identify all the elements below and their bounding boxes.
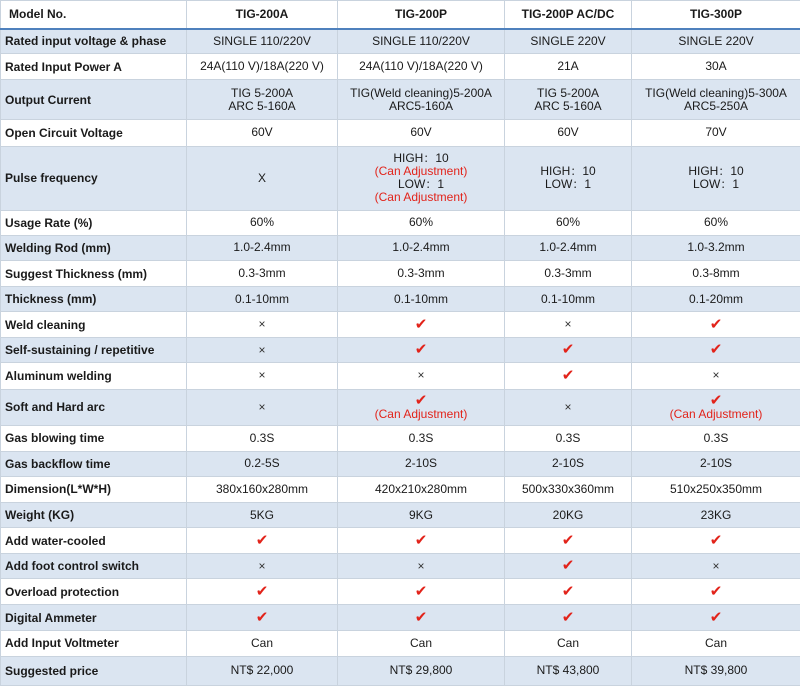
cell-text: 0.1-10mm [393,291,449,306]
cell-text: 2-10S [699,456,733,471]
cell-text: 0.3S [249,430,275,445]
spec-cell [505,287,632,312]
cell-text: 60% [703,215,729,230]
cell-text: HIGH：10 [393,151,449,166]
cell-text: 0.1-20mm [688,291,744,306]
spec-cell [187,261,338,287]
cell-text: TIG(Weld cleaning)5-300A [645,85,787,100]
spec-cell [632,656,800,685]
cell-text: 60V [410,125,432,140]
spec-cell [632,389,800,425]
table-row [1,54,800,80]
cell-text: Can [409,635,432,650]
cell-text: 5KG [249,507,274,522]
header-tig-200a: TIG-200A [187,1,338,29]
spec-cell [187,451,338,476]
check-icon: ✔ [414,341,428,359]
spec-cell [187,503,338,528]
spec-cell [632,338,800,363]
spec-cell [632,476,800,502]
spec-cell [505,80,632,120]
cross-icon: × [258,342,266,357]
cell-text: 20KG [552,507,584,522]
table-row [1,503,800,528]
spec-body [1,29,800,686]
check-icon: ✔ [414,608,428,626]
spec-cell [505,476,632,502]
check-icon: ✔ [561,531,575,549]
spec-cell [505,528,632,554]
check-icon: ✔ [414,315,428,333]
table-row [1,338,800,363]
row-label: Self-sustaining / repetitive [1,338,187,363]
row-label: Overload protection [1,579,187,605]
check-icon: ✔ [255,582,269,600]
check-icon: ✔ [255,608,269,626]
row-label: Aluminum welding [1,363,187,389]
spec-cell [505,554,632,579]
spec-cell [338,338,505,363]
table-row [1,554,800,579]
table-row [1,605,800,630]
spec-cell [632,451,800,476]
cell-text: 0.3S [555,430,581,445]
cell-text: 1.0-2.4mm [233,240,291,255]
spec-cell [187,630,338,656]
cell-text: Can [250,635,273,650]
cell-text: Can [556,635,579,650]
spec-cell [338,287,505,312]
header-tig-300p: TIG-300P [632,1,800,29]
row-label: Usage Rate (%) [1,210,187,235]
table-row [1,287,800,312]
check-icon: ✔ [709,315,723,333]
cross-icon: × [258,558,266,573]
spec-cell [505,261,632,287]
spec-cell [338,451,505,476]
cell-text: 0.3-3mm [397,266,445,281]
spec-cell [505,29,632,54]
spec-cell [187,54,338,80]
check-icon: ✔ [561,608,575,626]
cell-text: ARC 5-160A [534,98,602,113]
spec-cell [338,389,505,425]
cell-text: 420x210x280mm [374,481,468,496]
cross-icon: × [712,558,720,573]
spec-cell [338,425,505,451]
spec-cell [338,210,505,235]
spec-cell [187,425,338,451]
table-row [1,476,800,502]
table-row [1,528,800,554]
table-row [1,261,800,287]
cell-text: 60% [249,215,275,230]
spec-cell [632,363,800,389]
spec-cell [338,261,505,287]
cell-text: 24A(110 V)/18A(220 V) [359,59,483,74]
cross-icon: × [258,399,266,414]
row-label: Rated Input Power A [1,54,187,80]
cell-text: ARC 5-160A [228,98,296,113]
cell-text: HIGH：10 [540,164,596,179]
spec-cell [338,312,505,338]
spec-cell [187,210,338,235]
cross-icon: × [258,368,266,383]
cell-text: HIGH：10 [688,164,744,179]
cell-text: 60V [251,125,273,140]
row-label: Pulse frequency [1,146,187,210]
cell-text: NT$ 43,800 [536,663,600,678]
spec-cell [632,554,800,579]
spec-cell [187,605,338,630]
spec-cell [505,120,632,146]
header-row [1,1,800,29]
header-model: Model No. [1,1,187,29]
table-row [1,312,800,338]
cell-text: TIG 5-200A [536,85,600,100]
cell-text: 1.0-2.4mm [392,240,450,255]
spec-cell [505,338,632,363]
table-row [1,425,800,451]
table-row [1,120,800,146]
table-row [1,29,800,54]
cell-text: LOW：1 [692,177,739,192]
spec-cell [505,656,632,685]
cell-text: 9KG [408,507,433,522]
cell-text: 60V [557,125,579,140]
cell-text: 23KG [700,507,732,522]
check-icon: ✔ [414,531,428,549]
cross-icon: × [417,558,425,573]
cell-text: 2-10S [551,456,585,471]
row-label: Soft and Hard arc [1,389,187,425]
check-icon: ✔ [709,391,723,409]
spec-cell [632,425,800,451]
cell-text: 0.3-3mm [544,266,592,281]
spec-cell [632,120,800,146]
spec-cell [632,605,800,630]
spec-cell [338,235,505,260]
cross-icon: × [564,399,572,414]
spec-cell [338,503,505,528]
spec-cell [505,425,632,451]
row-label: Thickness (mm) [1,287,187,312]
spec-cell [632,261,800,287]
spec-cell [187,389,338,425]
cell-text: SINGLE 220V [530,33,606,48]
spec-cell [187,235,338,260]
spec-cell [338,630,505,656]
cell-text: NT$ 39,800 [684,663,748,678]
cell-text: 510x250x350mm [669,481,763,496]
cell-text: LOW：1 [544,177,591,192]
spec-cell [632,80,800,120]
header-tig-200p-acdc: TIG-200P AC/DC [505,1,632,29]
spec-cell [632,235,800,260]
cross-icon: × [417,368,425,383]
row-label: Weight (KG) [1,503,187,528]
cell-text: X [257,170,266,185]
spec-cell [632,54,800,80]
cell-text: TIG 5-200A [230,85,294,100]
adjustment-note: (Can Adjustment) [669,406,763,421]
cell-text: 60% [555,215,581,230]
cell-text: 70V [705,125,727,140]
cell-text: 0.1-10mm [234,291,290,306]
spec-cell [505,363,632,389]
row-label: Output Current [1,80,187,120]
cross-icon: × [564,317,572,332]
row-label: Gas blowing time [1,425,187,451]
spec-cell [632,503,800,528]
row-label: Suggested price [1,656,187,685]
check-icon: ✔ [561,366,575,384]
spec-cell [338,120,505,146]
check-icon: ✔ [709,608,723,626]
adjustment-note: (Can Adjustment) [374,190,468,205]
cell-text: SINGLE 110/220V [213,33,311,48]
spec-cell [505,146,632,210]
table-row [1,451,800,476]
row-label: Gas backflow time [1,451,187,476]
spec-cell [187,287,338,312]
spec-cell [505,451,632,476]
spec-cell [505,235,632,260]
table-row [1,389,800,425]
check-icon: ✔ [561,557,575,575]
spec-cell [505,503,632,528]
spec-cell [505,312,632,338]
spec-cell [632,528,800,554]
row-label: Open Circuit Voltage [1,120,187,146]
spec-cell [632,146,800,210]
spec-cell [187,146,338,210]
spec-cell [187,312,338,338]
cell-text: Can [704,635,727,650]
spec-cell [187,579,338,605]
spec-cell [187,363,338,389]
spec-cell [338,29,505,54]
spec-cell [632,210,800,235]
spec-cell [187,338,338,363]
cell-text: 21A [557,59,579,74]
cell-text: ARC5-160A [388,98,454,113]
cell-text: 0.1-10mm [540,291,596,306]
spec-cell [505,54,632,80]
cell-text: 380x160x280mm [215,481,309,496]
table-row [1,80,800,120]
spec-cell [338,605,505,630]
cell-text: 2-10S [404,456,438,471]
cell-text: SINGLE 110/220V [372,33,470,48]
row-label: Suggest Thickness (mm) [1,261,187,287]
spec-cell [632,29,800,54]
check-icon: ✔ [561,582,575,600]
check-icon: ✔ [255,531,269,549]
check-icon: ✔ [709,582,723,600]
table-row [1,235,800,260]
check-icon: ✔ [709,341,723,359]
spec-cell [187,528,338,554]
spec-cell [632,287,800,312]
cell-text: 0.3-8mm [692,266,740,281]
spec-cell [187,80,338,120]
row-label: Digital Ammeter [1,605,187,630]
spec-cell [505,389,632,425]
row-label: Weld cleaning [1,312,187,338]
spec-cell [632,579,800,605]
spec-cell [338,80,505,120]
spec-cell [187,554,338,579]
check-icon: ✔ [414,582,428,600]
check-icon: ✔ [561,341,575,359]
table-row [1,579,800,605]
cell-text: SINGLE 220V [678,33,754,48]
cell-text: 24A(110 V)/18A(220 V) [200,59,324,74]
spec-cell [338,579,505,605]
spec-cell [505,605,632,630]
spec-cell [505,210,632,235]
spec-cell [632,312,800,338]
spec-cell [338,54,505,80]
cell-text: ARC5-250A [683,98,749,113]
row-label: Add foot control switch [1,554,187,579]
cell-text: NT$ 22,000 [230,663,294,678]
cell-text: 0.2-5S [244,456,280,471]
cell-text: 1.0-3.2mm [687,240,745,255]
spec-cell [338,528,505,554]
table-row [1,363,800,389]
check-icon: ✔ [709,531,723,549]
cell-text: 60% [408,215,434,230]
table-row [1,656,800,685]
spec-cell [187,29,338,54]
row-label: Rated input voltage & phase [1,29,187,54]
spec-cell [338,656,505,685]
row-label: Add Input Voltmeter [1,630,187,656]
cell-text: 0.3S [408,430,434,445]
spec-cell [187,120,338,146]
cell-text: 1.0-2.4mm [539,240,597,255]
cross-icon: × [258,317,266,332]
table-row [1,210,800,235]
table-row [1,630,800,656]
table-row [1,146,800,210]
spec-cell [505,630,632,656]
spec-cell [338,476,505,502]
check-icon: ✔ [414,391,428,409]
cell-text: NT$ 29,800 [389,663,453,678]
spec-cell [187,656,338,685]
cell-text: LOW：1 [397,177,444,192]
spec-cell [187,476,338,502]
adjustment-note: (Can Adjustment) [374,164,468,179]
spec-cell [338,554,505,579]
row-label: Welding Rod (mm) [1,235,187,260]
cell-text: 30A [705,59,727,74]
row-label: Add water-cooled [1,528,187,554]
spec-cell [505,579,632,605]
cell-text: 0.3-3mm [238,266,286,281]
row-label: Dimension(L*W*H) [1,476,187,502]
adjustment-note: (Can Adjustment) [374,406,468,421]
spec-cell [338,146,505,210]
cell-text: TIG(Weld cleaning)5-200A [350,85,492,100]
cross-icon: × [712,368,720,383]
spec-cell [338,363,505,389]
spec-cell [632,630,800,656]
header-tig-200p: TIG-200P [338,1,505,29]
cell-text: 0.3S [703,430,729,445]
cell-text: 500x330x360mm [521,481,615,496]
